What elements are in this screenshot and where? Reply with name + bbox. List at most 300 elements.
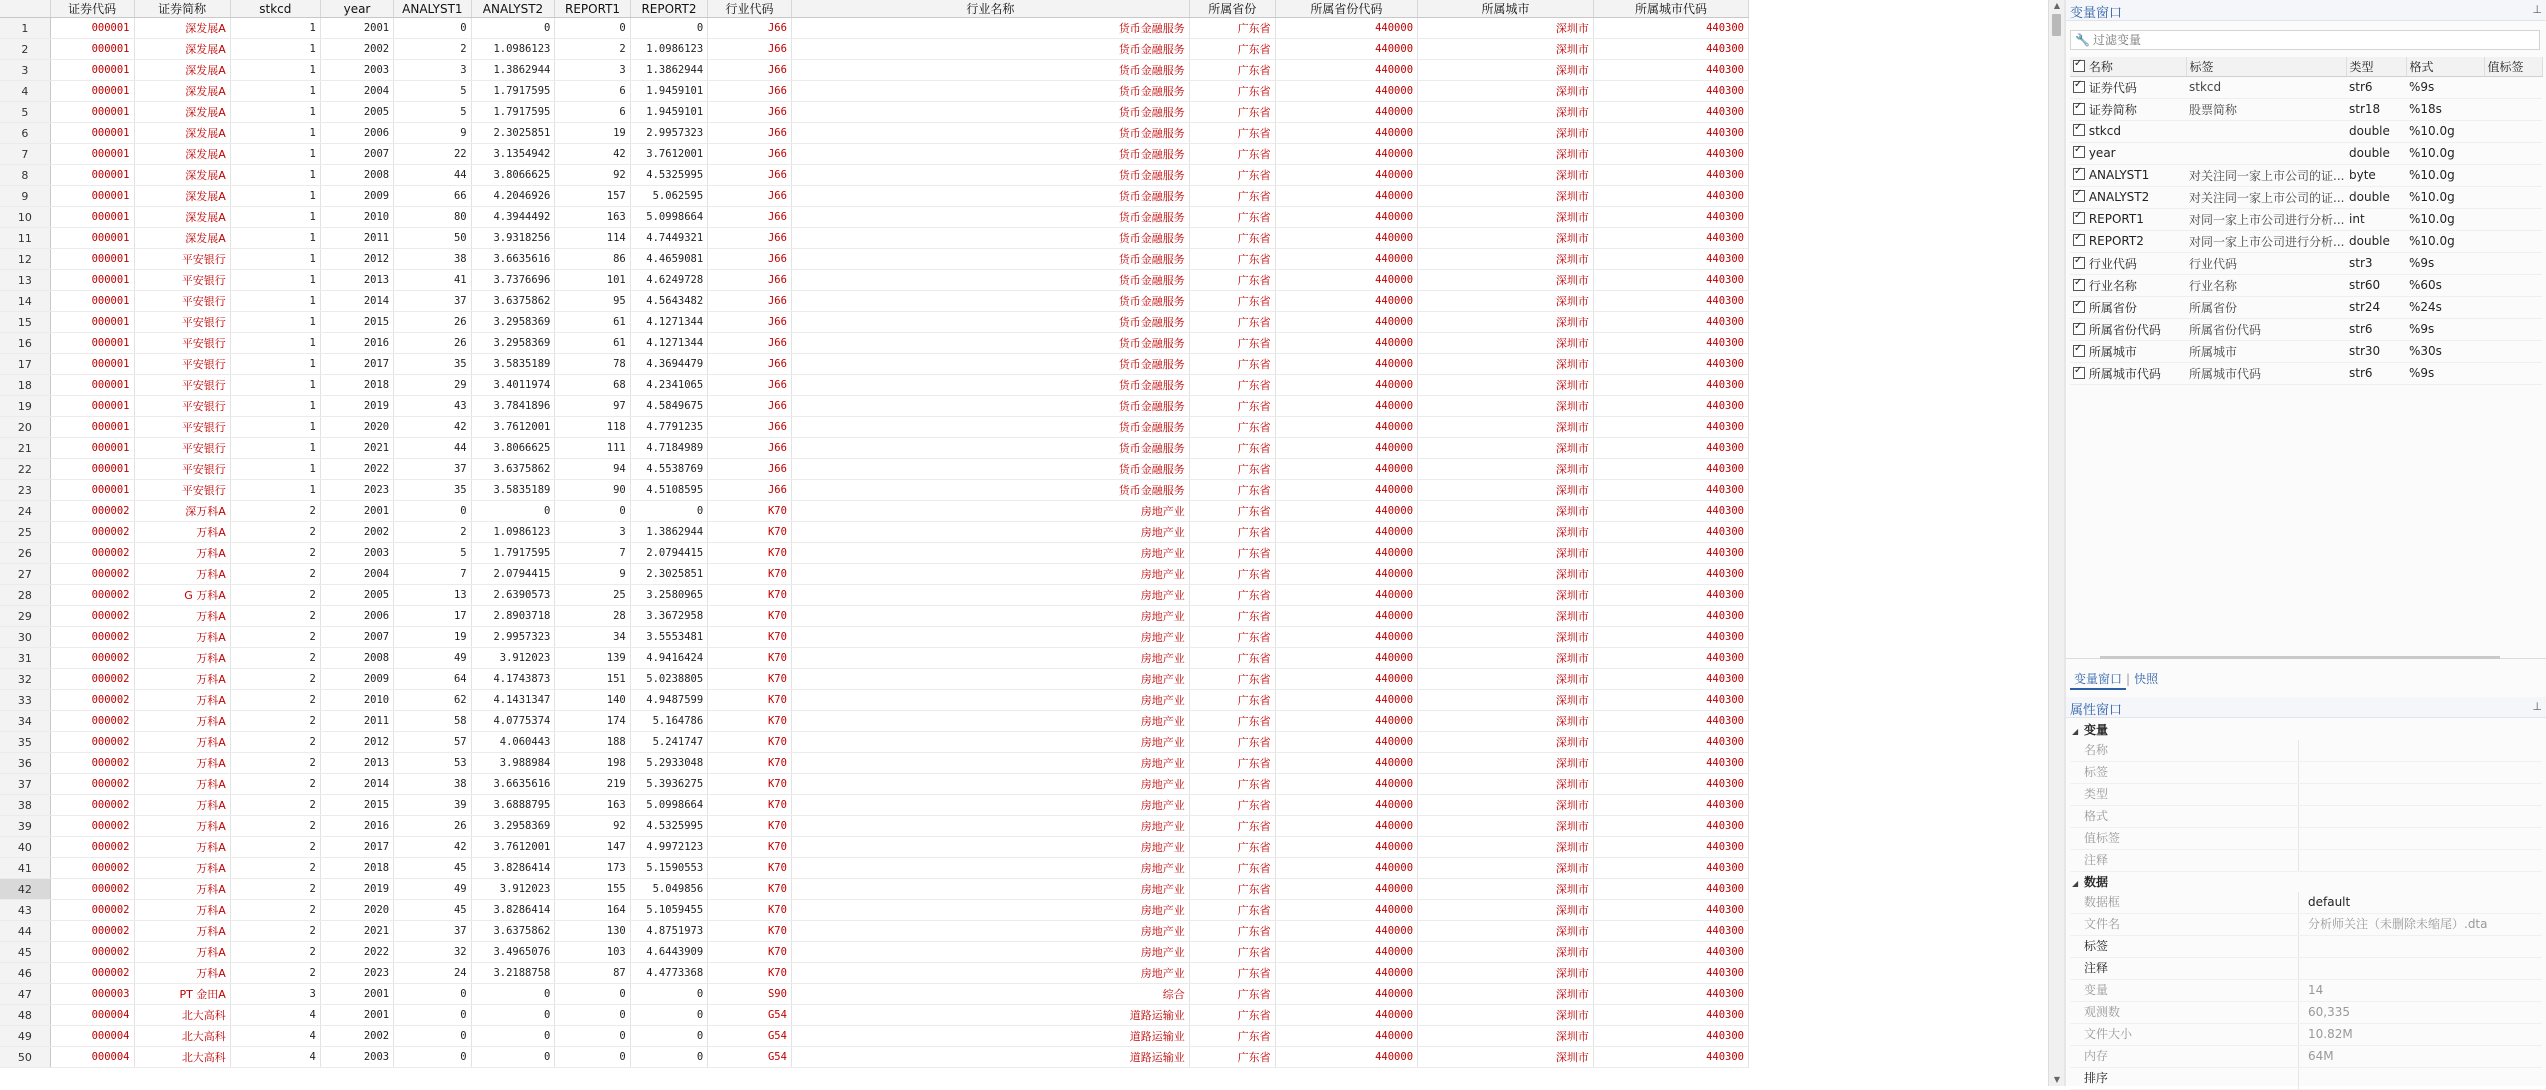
cell-report1[interactable]: 219	[555, 774, 630, 795]
cell-industry-name[interactable]: 综合	[791, 984, 1189, 1005]
cell-analyst2[interactable]: 1.7917595	[471, 102, 555, 123]
cell-industry-code[interactable]: J66	[708, 417, 792, 438]
cell-stock-name[interactable]: 万科A	[134, 690, 230, 711]
cell-stkcd[interactable]: 1	[230, 312, 320, 333]
cell-year[interactable]: 2003	[320, 1047, 393, 1068]
cell-city[interactable]: 深圳市	[1418, 543, 1594, 564]
row-number[interactable]: 18	[0, 375, 50, 396]
cell-province-code[interactable]: 440000	[1275, 900, 1417, 921]
table-row[interactable]	[0, 102, 1749, 123]
row-number[interactable]: 13	[0, 270, 50, 291]
cell-province[interactable]: 广东省	[1189, 858, 1275, 879]
cell-year[interactable]: 2015	[320, 795, 393, 816]
cell-report2[interactable]: 4.8751973	[630, 921, 707, 942]
cell-city[interactable]: 深圳市	[1418, 501, 1594, 522]
cell-industry-code[interactable]: K70	[708, 774, 792, 795]
cell-analyst2[interactable]: 3.5835189	[471, 354, 555, 375]
table-row[interactable]	[0, 459, 1749, 480]
cell-year[interactable]: 2001	[320, 984, 393, 1005]
cell-report1[interactable]: 101	[555, 270, 630, 291]
cell-report2[interactable]: 4.2341065	[630, 375, 707, 396]
cell-analyst2[interactable]: 2.3025851	[471, 123, 555, 144]
cell-stock-name[interactable]: 万科A	[134, 564, 230, 585]
property-row[interactable]	[2070, 1046, 2542, 1068]
cell-industry-code[interactable]: J66	[708, 438, 792, 459]
cell-analyst2[interactable]: 4.2046926	[471, 186, 555, 207]
row-number[interactable]: 43	[0, 900, 50, 921]
cell-province[interactable]: 广东省	[1189, 942, 1275, 963]
cell-city-code[interactable]: 440300	[1593, 837, 1748, 858]
variable-cell[interactable]	[2406, 318, 2484, 340]
cell-analyst1[interactable]: 37	[394, 291, 471, 312]
cell-report1[interactable]: 61	[555, 312, 630, 333]
cell-province[interactable]: 广东省	[1189, 417, 1275, 438]
cell-city-code[interactable]: 440300	[1593, 732, 1748, 753]
cell-stkcd[interactable]: 1	[230, 165, 320, 186]
cell-report1[interactable]: 188	[555, 732, 630, 753]
cell-analyst1[interactable]: 42	[394, 837, 471, 858]
cell-city-code[interactable]: 440300	[1593, 39, 1748, 60]
cell-report2[interactable]: 0	[630, 18, 707, 39]
variable-cell[interactable]	[2346, 76, 2406, 98]
property-row[interactable]	[2070, 1002, 2542, 1024]
variable-cell[interactable]	[2346, 230, 2406, 252]
table-row[interactable]	[0, 60, 1749, 81]
column-header-industry-code[interactable]: 行业代码	[708, 0, 792, 18]
cell-stock-code[interactable]: 000001	[50, 249, 134, 270]
variable-filter-input[interactable]	[2093, 32, 2533, 48]
cell-city[interactable]: 深圳市	[1418, 753, 1594, 774]
variable-cell[interactable]	[2406, 142, 2484, 164]
cell-stock-code[interactable]: 000002	[50, 942, 134, 963]
cell-year[interactable]: 2018	[320, 375, 393, 396]
cell-province-code[interactable]: 440000	[1275, 18, 1417, 39]
cell-analyst1[interactable]: 5	[394, 81, 471, 102]
variable-row[interactable]	[2070, 208, 2542, 230]
cell-stkcd[interactable]: 2	[230, 711, 320, 732]
cell-city-code[interactable]: 440300	[1593, 249, 1748, 270]
cell-industry-name[interactable]: 房地产业	[791, 795, 1189, 816]
cell-stock-name[interactable]: 平安银行	[134, 459, 230, 480]
cell-city-code[interactable]: 440300	[1593, 1005, 1748, 1026]
cell-city-code[interactable]: 440300	[1593, 459, 1748, 480]
table-row[interactable]	[0, 249, 1749, 270]
cell-province-code[interactable]: 440000	[1275, 543, 1417, 564]
cell-year[interactable]: 2013	[320, 270, 393, 291]
variable-cell[interactable]	[2186, 98, 2346, 120]
cell-analyst1[interactable]: 17	[394, 606, 471, 627]
cell-province-code[interactable]: 440000	[1275, 984, 1417, 1005]
cell-industry-name[interactable]: 房地产业	[791, 627, 1189, 648]
cell-province[interactable]: 广东省	[1189, 963, 1275, 984]
cell-industry-name[interactable]: 货币金融服务	[791, 417, 1189, 438]
variable-cell[interactable]	[2406, 98, 2484, 120]
variable-row[interactable]	[2070, 120, 2542, 142]
row-number[interactable]: 39	[0, 816, 50, 837]
cell-report2[interactable]: 4.5325995	[630, 816, 707, 837]
table-row[interactable]	[0, 270, 1749, 291]
cell-year[interactable]: 2015	[320, 312, 393, 333]
cell-industry-name[interactable]: 房地产业	[791, 753, 1189, 774]
cell-city-code[interactable]: 440300	[1593, 396, 1748, 417]
cell-stkcd[interactable]: 1	[230, 396, 320, 417]
cell-report1[interactable]: 111	[555, 438, 630, 459]
table-row[interactable]	[0, 690, 1749, 711]
cell-year[interactable]: 2013	[320, 753, 393, 774]
cell-stock-code[interactable]: 000002	[50, 522, 134, 543]
table-row[interactable]	[0, 39, 1749, 60]
cell-stock-code[interactable]: 000002	[50, 753, 134, 774]
column-header-report2[interactable]: REPORT2	[630, 0, 707, 18]
cell-analyst2[interactable]: 3.5835189	[471, 480, 555, 501]
variable-cell[interactable]	[2070, 186, 2186, 208]
cell-stkcd[interactable]: 2	[230, 942, 320, 963]
column-header-province-code[interactable]: 所属省份代码	[1275, 0, 1417, 18]
variable-cell[interactable]	[2346, 274, 2406, 296]
property-row[interactable]	[2070, 828, 2542, 850]
variable-row[interactable]	[2070, 274, 2542, 296]
cell-year[interactable]: 2011	[320, 711, 393, 732]
cell-industry-name[interactable]: 道路运输业	[791, 1047, 1189, 1068]
cell-stkcd[interactable]: 1	[230, 228, 320, 249]
cell-city[interactable]: 深圳市	[1418, 795, 1594, 816]
variable-table-hscroll-thumb[interactable]	[2100, 656, 2500, 659]
cell-city[interactable]: 深圳市	[1418, 417, 1594, 438]
cell-city[interactable]: 深圳市	[1418, 900, 1594, 921]
collapse-triangle-icon[interactable]: ◢	[2072, 727, 2079, 736]
cell-city[interactable]: 深圳市	[1418, 669, 1594, 690]
cell-analyst2[interactable]: 3.2958369	[471, 816, 555, 837]
cell-stock-code[interactable]: 000001	[50, 417, 134, 438]
cell-analyst2[interactable]: 3.7376696	[471, 270, 555, 291]
cell-stock-name[interactable]: G 万科A	[134, 585, 230, 606]
cell-stkcd[interactable]: 1	[230, 270, 320, 291]
cell-industry-code[interactable]: J66	[708, 249, 792, 270]
table-row[interactable]	[0, 879, 1749, 900]
cell-province-code[interactable]: 440000	[1275, 711, 1417, 732]
variable-row[interactable]	[2070, 76, 2542, 98]
variable-cell[interactable]	[2186, 296, 2346, 318]
cell-analyst1[interactable]: 45	[394, 858, 471, 879]
cell-industry-name[interactable]: 货币金融服务	[791, 480, 1189, 501]
table-row[interactable]	[0, 837, 1749, 858]
cell-stock-name[interactable]: 深发展A	[134, 207, 230, 228]
cell-stkcd[interactable]: 3	[230, 984, 320, 1005]
cell-analyst1[interactable]: 39	[394, 795, 471, 816]
variable-cell[interactable]	[2346, 340, 2406, 362]
cell-industry-name[interactable]: 房地产业	[791, 501, 1189, 522]
cell-analyst1[interactable]: 26	[394, 333, 471, 354]
table-row[interactable]	[0, 480, 1749, 501]
cell-analyst2[interactable]: 1.7917595	[471, 543, 555, 564]
cell-industry-name[interactable]: 货币金融服务	[791, 270, 1189, 291]
variable-cell[interactable]	[2346, 318, 2406, 340]
cell-report1[interactable]: 0	[555, 1005, 630, 1026]
cell-analyst2[interactable]: 2.6390573	[471, 585, 555, 606]
variable-cell[interactable]	[2186, 230, 2346, 252]
cell-stock-code[interactable]: 000002	[50, 795, 134, 816]
variable-cell[interactable]	[2484, 274, 2542, 296]
cell-year[interactable]: 2009	[320, 186, 393, 207]
cell-province-code[interactable]: 440000	[1275, 753, 1417, 774]
cell-stock-code[interactable]: 000001	[50, 480, 134, 501]
cell-report2[interactable]: 4.9972123	[630, 837, 707, 858]
variable-cell[interactable]	[2070, 318, 2186, 340]
cell-report2[interactable]: 4.1271344	[630, 333, 707, 354]
cell-city[interactable]: 深圳市	[1418, 648, 1594, 669]
cell-stkcd[interactable]: 2	[230, 879, 320, 900]
cell-report2[interactable]: 4.5325995	[630, 165, 707, 186]
cell-province-code[interactable]: 440000	[1275, 354, 1417, 375]
cell-city-code[interactable]: 440300	[1593, 102, 1748, 123]
cell-city[interactable]: 深圳市	[1418, 942, 1594, 963]
cell-report1[interactable]: 90	[555, 480, 630, 501]
cell-analyst1[interactable]: 58	[394, 711, 471, 732]
column-header-industry-name[interactable]: 行业名称	[791, 0, 1189, 18]
cell-stock-name[interactable]: 万科A	[134, 879, 230, 900]
cell-analyst1[interactable]: 37	[394, 921, 471, 942]
cell-industry-code[interactable]: J66	[708, 480, 792, 501]
cell-industry-code[interactable]: K70	[708, 753, 792, 774]
cell-stock-name[interactable]: 平安银行	[134, 291, 230, 312]
variable-cell[interactable]	[2186, 186, 2346, 208]
cell-province-code[interactable]: 440000	[1275, 459, 1417, 480]
cell-province[interactable]: 广东省	[1189, 648, 1275, 669]
table-row[interactable]	[0, 144, 1749, 165]
cell-province[interactable]: 广东省	[1189, 1005, 1275, 1026]
cell-stkcd[interactable]: 1	[230, 123, 320, 144]
cell-industry-name[interactable]: 货币金融服务	[791, 291, 1189, 312]
cell-industry-name[interactable]: 房地产业	[791, 774, 1189, 795]
cell-city-code[interactable]: 440300	[1593, 1026, 1748, 1047]
cell-province[interactable]: 广东省	[1189, 900, 1275, 921]
cell-industry-name[interactable]: 房地产业	[791, 732, 1189, 753]
cell-report1[interactable]: 0	[555, 501, 630, 522]
cell-stkcd[interactable]: 1	[230, 249, 320, 270]
cell-stkcd[interactable]: 2	[230, 795, 320, 816]
cell-stock-name[interactable]: 平安银行	[134, 249, 230, 270]
cell-province[interactable]: 广东省	[1189, 543, 1275, 564]
table-row[interactable]	[0, 375, 1749, 396]
cell-province[interactable]: 广东省	[1189, 732, 1275, 753]
variable-cell[interactable]	[2406, 230, 2484, 252]
variable-cell[interactable]	[2484, 76, 2542, 98]
cell-province-code[interactable]: 440000	[1275, 963, 1417, 984]
cell-report1[interactable]: 114	[555, 228, 630, 249]
row-number[interactable]: 27	[0, 564, 50, 585]
cell-city[interactable]: 深圳市	[1418, 1047, 1594, 1068]
cell-report1[interactable]: 130	[555, 921, 630, 942]
table-row[interactable]	[0, 921, 1749, 942]
cell-report2[interactable]: 3.7612001	[630, 144, 707, 165]
cell-stkcd[interactable]: 4	[230, 1026, 320, 1047]
cell-city-code[interactable]: 440300	[1593, 417, 1748, 438]
cell-stkcd[interactable]: 1	[230, 354, 320, 375]
cell-stkcd[interactable]: 2	[230, 627, 320, 648]
variable-header[interactable]	[2346, 57, 2406, 76]
cell-year[interactable]: 2006	[320, 606, 393, 627]
cell-province[interactable]: 广东省	[1189, 291, 1275, 312]
cell-stkcd[interactable]: 2	[230, 648, 320, 669]
cell-report2[interactable]: 1.9459101	[630, 102, 707, 123]
cell-year[interactable]: 2014	[320, 291, 393, 312]
cell-province[interactable]: 广东省	[1189, 669, 1275, 690]
variable-visible-checkbox[interactable]	[2073, 168, 2085, 180]
cell-analyst2[interactable]: 3.7841896	[471, 396, 555, 417]
cell-city[interactable]: 深圳市	[1418, 165, 1594, 186]
variable-cell[interactable]	[2484, 98, 2542, 120]
cell-industry-name[interactable]: 货币金融服务	[791, 333, 1189, 354]
cell-year[interactable]: 2014	[320, 774, 393, 795]
property-row[interactable]	[2070, 1024, 2542, 1046]
row-number[interactable]: 17	[0, 354, 50, 375]
cell-stock-name[interactable]: 万科A	[134, 711, 230, 732]
table-row[interactable]	[0, 564, 1749, 585]
cell-analyst1[interactable]: 3	[394, 60, 471, 81]
cell-city[interactable]: 深圳市	[1418, 564, 1594, 585]
table-row[interactable]	[0, 165, 1749, 186]
cell-analyst2[interactable]: 3.2958369	[471, 312, 555, 333]
variable-cell[interactable]	[2070, 164, 2186, 186]
cell-stkcd[interactable]: 1	[230, 60, 320, 81]
cell-analyst1[interactable]: 57	[394, 732, 471, 753]
cell-province-code[interactable]: 440000	[1275, 249, 1417, 270]
cell-year[interactable]: 2004	[320, 564, 393, 585]
cell-stock-code[interactable]: 000002	[50, 501, 134, 522]
table-row[interactable]	[0, 732, 1749, 753]
cell-analyst1[interactable]: 38	[394, 249, 471, 270]
table-row[interactable]	[0, 669, 1749, 690]
cell-year[interactable]: 2017	[320, 837, 393, 858]
cell-city[interactable]: 深圳市	[1418, 270, 1594, 291]
variable-cell[interactable]	[2070, 252, 2186, 274]
cell-city-code[interactable]: 440300	[1593, 144, 1748, 165]
variable-cell[interactable]	[2484, 208, 2542, 230]
cell-report2[interactable]: 1.3862944	[630, 60, 707, 81]
variable-visible-checkbox[interactable]	[2073, 103, 2085, 115]
cell-stock-name[interactable]: PT 金田A	[134, 984, 230, 1005]
cell-stock-name[interactable]: 平安银行	[134, 312, 230, 333]
cell-report2[interactable]: 0	[630, 1026, 707, 1047]
row-number[interactable]: 11	[0, 228, 50, 249]
cell-industry-name[interactable]: 道路运输业	[791, 1026, 1189, 1047]
cell-analyst2[interactable]: 0	[471, 18, 555, 39]
cell-province[interactable]: 广东省	[1189, 1047, 1275, 1068]
cell-analyst1[interactable]: 41	[394, 270, 471, 291]
cell-report2[interactable]: 0	[630, 984, 707, 1005]
table-row[interactable]	[0, 711, 1749, 732]
row-number[interactable]: 12	[0, 249, 50, 270]
cell-stock-code[interactable]: 000001	[50, 186, 134, 207]
cell-province-code[interactable]: 440000	[1275, 102, 1417, 123]
scroll-down-icon[interactable]: ▼	[2053, 1075, 2061, 1084]
cell-stkcd[interactable]: 2	[230, 669, 320, 690]
cell-analyst2[interactable]: 3.1354942	[471, 144, 555, 165]
cell-province[interactable]: 广东省	[1189, 753, 1275, 774]
cell-report2[interactable]: 4.7791235	[630, 417, 707, 438]
variable-visible-checkbox[interactable]	[2073, 124, 2085, 136]
cell-report1[interactable]: 3	[555, 60, 630, 81]
cell-province-code[interactable]: 440000	[1275, 186, 1417, 207]
cell-province[interactable]: 广东省	[1189, 165, 1275, 186]
cell-analyst2[interactable]: 1.7917595	[471, 81, 555, 102]
cell-stock-name[interactable]: 万科A	[134, 606, 230, 627]
cell-city-code[interactable]: 440300	[1593, 900, 1748, 921]
cell-year[interactable]: 2010	[320, 207, 393, 228]
cell-stock-code[interactable]: 000004	[50, 1005, 134, 1026]
cell-province[interactable]: 广东省	[1189, 816, 1275, 837]
cell-province-code[interactable]: 440000	[1275, 690, 1417, 711]
cell-analyst1[interactable]: 5	[394, 543, 471, 564]
cell-province-code[interactable]: 440000	[1275, 774, 1417, 795]
cell-analyst1[interactable]: 38	[394, 774, 471, 795]
cell-industry-name[interactable]: 道路运输业	[791, 1005, 1189, 1026]
cell-analyst2[interactable]: 3.4965076	[471, 942, 555, 963]
cell-industry-name[interactable]: 货币金融服务	[791, 438, 1189, 459]
cell-stkcd[interactable]: 2	[230, 501, 320, 522]
table-row[interactable]	[0, 648, 1749, 669]
cell-city[interactable]: 深圳市	[1418, 102, 1594, 123]
table-row[interactable]	[0, 900, 1749, 921]
cell-year[interactable]: 2019	[320, 879, 393, 900]
cell-year[interactable]: 2001	[320, 18, 393, 39]
cell-city-code[interactable]: 440300	[1593, 375, 1748, 396]
cell-analyst1[interactable]: 24	[394, 963, 471, 984]
cell-stock-code[interactable]: 000001	[50, 396, 134, 417]
cell-city-code[interactable]: 440300	[1593, 207, 1748, 228]
cell-province-code[interactable]: 440000	[1275, 165, 1417, 186]
cell-industry-code[interactable]: K70	[708, 963, 792, 984]
cell-stkcd[interactable]: 2	[230, 816, 320, 837]
cell-analyst1[interactable]: 32	[394, 942, 471, 963]
variable-cell[interactable]	[2070, 296, 2186, 318]
cell-stkcd[interactable]: 1	[230, 207, 320, 228]
cell-province[interactable]: 广东省	[1189, 123, 1275, 144]
cell-stock-name[interactable]: 万科A	[134, 543, 230, 564]
cell-city-code[interactable]: 440300	[1593, 984, 1748, 1005]
cell-stock-name[interactable]: 深发展A	[134, 123, 230, 144]
variable-cell[interactable]	[2070, 362, 2186, 384]
cell-stock-name[interactable]: 平安银行	[134, 438, 230, 459]
cell-report1[interactable]: 86	[555, 249, 630, 270]
cell-report2[interactable]: 3.3672958	[630, 606, 707, 627]
tab-variable-window[interactable]: 变量窗口	[2070, 670, 2126, 690]
property-row[interactable]	[2070, 806, 2542, 828]
cell-year[interactable]: 2001	[320, 501, 393, 522]
column-header-year[interactable]: year	[320, 0, 393, 18]
cell-stkcd[interactable]: 4	[230, 1005, 320, 1026]
cell-province-code[interactable]: 440000	[1275, 837, 1417, 858]
cell-report2[interactable]: 1.3862944	[630, 522, 707, 543]
cell-analyst2[interactable]: 3.6888795	[471, 795, 555, 816]
cell-analyst2[interactable]: 3.7612001	[471, 417, 555, 438]
cell-industry-name[interactable]: 货币金融服务	[791, 39, 1189, 60]
scroll-up-icon[interactable]: ▲	[2053, 1, 2061, 10]
cell-report1[interactable]: 34	[555, 627, 630, 648]
variable-row[interactable]	[2070, 164, 2542, 186]
cell-report2[interactable]: 0	[630, 501, 707, 522]
cell-stock-code[interactable]: 000002	[50, 606, 134, 627]
property-row[interactable]	[2070, 762, 2542, 784]
row-number[interactable]: 36	[0, 753, 50, 774]
cell-stock-code[interactable]: 000004	[50, 1026, 134, 1047]
cell-report2[interactable]: 5.241747	[630, 732, 707, 753]
cell-analyst1[interactable]: 37	[394, 459, 471, 480]
variable-cell[interactable]	[2186, 164, 2346, 186]
cell-report2[interactable]: 4.6443909	[630, 942, 707, 963]
cell-report1[interactable]: 164	[555, 900, 630, 921]
cell-industry-code[interactable]: J66	[708, 144, 792, 165]
